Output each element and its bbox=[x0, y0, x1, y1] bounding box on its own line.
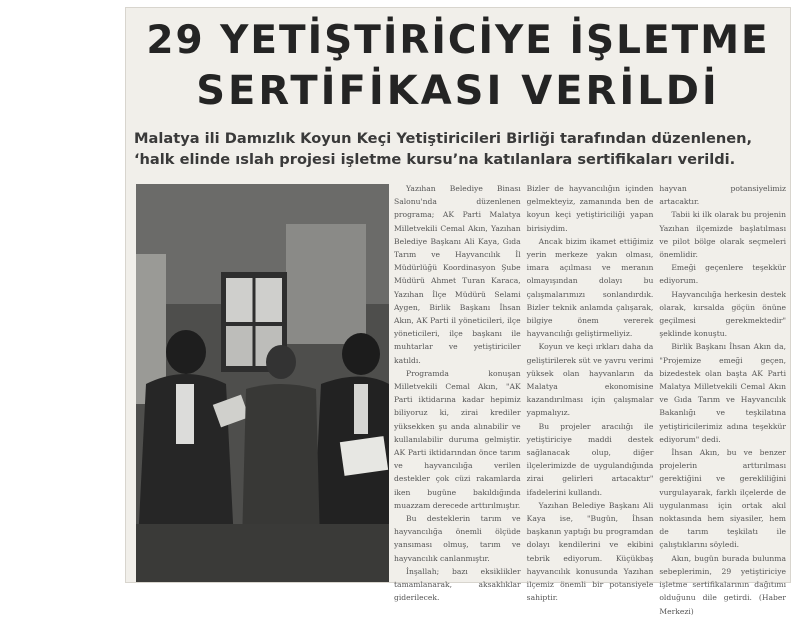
body-paragraph: Programda konuşan Milletvekili Cemal Akın, "AK Parti iktidarına kadar hepimiz biliyoruz ki, zirai krediler yüksekken şu anda alınabilir ve kullanılabilir duruma gelmiştir. AK Parti iktidarından önce tarım ve hayvancılığa verilen destekler çok cüzi rakamlarda iken bugüne bakıldığında muazzam derecede arttırılmıştır. bbox=[394, 368, 521, 510]
body-paragraph: Yazıhan Belediye Binası Salonu'nda düzenlenen programa; AK Parti Malatya Milletvekili Cemal Akın, Yazıhan Belediye Başkanı Ali Kaya, Gıda Tarım ve Hayvancılık İl Müdürlüğü Koordinasyon Şube Müdürü Ahmet Turan Karaca, Yazıhan İlçe Müdürü Selami Aygen, Birlik Başkanı İhsan Akın, AK Parti il yöneticileri, ilçe yöneticileri, ilçe başkanı ile muhtarlar ve yetiştiriciler katıldı. bbox=[394, 184, 521, 365]
ceremony-photo-illustration bbox=[136, 184, 389, 582]
newspaper-page bbox=[126, 8, 790, 616]
body-paragraph: Koyun ve keçi ırkları daha da geliştirilerek süt ve yavru verimi yüksek olan hayvanların da Malatya ekonomisine kazandırılması için çalışmalar yapmalıyız. bbox=[526, 342, 654, 418]
body-paragraph: Hayvancılığa herkesin destek olarak, kırsalda göçün önüne geçilmesi gerekmektedir" şeklinde konuştu. bbox=[659, 289, 787, 339]
body-column-2 bbox=[526, 182, 654, 603]
body-paragraph: Akın, bugün burada bulunma sebeplerimin, 29 yetiştiriciye işletme sertifikalarının dağıtımı olduğunu dile getirdi. (Haber Merkezi) bbox=[659, 553, 787, 616]
body-paragraph: hayvan potansiyelimiz artacaktır. bbox=[659, 184, 787, 207]
body-paragraph: Ancak bizim ikamet ettiğimiz yerin merkeze yakın olması, imara açılması ve meranın olmayışından dolayı bu çalışmalarımızı sonlandırdık. Bizler teknik anlamda çalışarak, bilgiye önem vererek hayvancılığı geliştirmeliyiz. bbox=[526, 236, 654, 339]
body-column-1 bbox=[394, 182, 521, 603]
body-paragraph: İhsan Akın, bu ve benzer projelerin arttırılması gerektiğini ve gerekliliğini vurgulayarak, farklı ilçelerde de uygulanması için ortak akıl noktasında hem siyasiler, hem de tarım teşkilatı ile çalıştıklarını söyledi. bbox=[659, 448, 787, 550]
body-paragraph: Bu projeler aracılığı ile yetiştiriciye maddi destek sağlanacak olup, diğer ilçelerimizde de uygulandığında zirai gelirleri artacaktır" ifadelerini kullandı. bbox=[526, 421, 654, 497]
headline-line-1: 29 YETİŞTİRİCİYE İŞLETME bbox=[146, 18, 770, 63]
headline-line-2: SERTİFİKASI VERİLDİ bbox=[196, 68, 720, 114]
article-photo bbox=[136, 184, 389, 582]
body-paragraph: Bizler de hayvancılığın içinden gelmekteyiz, zamanında ben de koyun keçi yetiştiriciliği yapan birisiydim. bbox=[526, 184, 654, 233]
body-paragraph: Emeği geçenlere teşekkür ediyorum. bbox=[659, 263, 787, 286]
headline bbox=[126, 16, 790, 116]
body-paragraph: Tabii ki ilk olarak bu projenin Yazıhan ilçemizde başlatılması ve pilot bölge olarak seçmeleri önemlidir. bbox=[659, 210, 787, 260]
body-paragraph: Bu desteklerin tarım ve hayvancılığa önemli ölçüde yansıması olmuş, tarım ve hayvancılık canlanmıştır. bbox=[394, 514, 521, 563]
deck-subheadline: Malatya ili Damızlık Koyun Keçi Yetiştiricileri Birliği tarafından düzenlenen, ‘halk elinde ıslah projesi işletme kursu’na katılanlara sertifikaları verildi. bbox=[134, 130, 753, 168]
body-column-3 bbox=[659, 182, 787, 616]
article-body bbox=[394, 182, 787, 616]
body-paragraph: Yazıhan Belediye Başkanı Ali Kaya ise, "Bugün, İhsan başkanın yaptığı bu programdan dolayı kendilerini ve ekibini tebrik ediyorum. Küçükbaş hayvancılık konusunda Yazıhan ilçemiz önemli bir potansiyele sahiptir. bbox=[526, 500, 654, 603]
body-paragraph: İnşallah; bazı eksiklikler tamamlanarak, aksaklıklar giderilecek. bbox=[394, 566, 521, 603]
body-paragraph: Birlik Başkanı İhsan Akın da, "Projemize emeği geçen, bizedestek olan başta AK Parti Malatya Milletvekili Cemal Akın ve Gıda Tarım ve Hayvancılık Bakanlığı ve teşkilatına yetiştiricilerimiz adına teşekkür ediyorum" dedi. bbox=[659, 342, 787, 444]
